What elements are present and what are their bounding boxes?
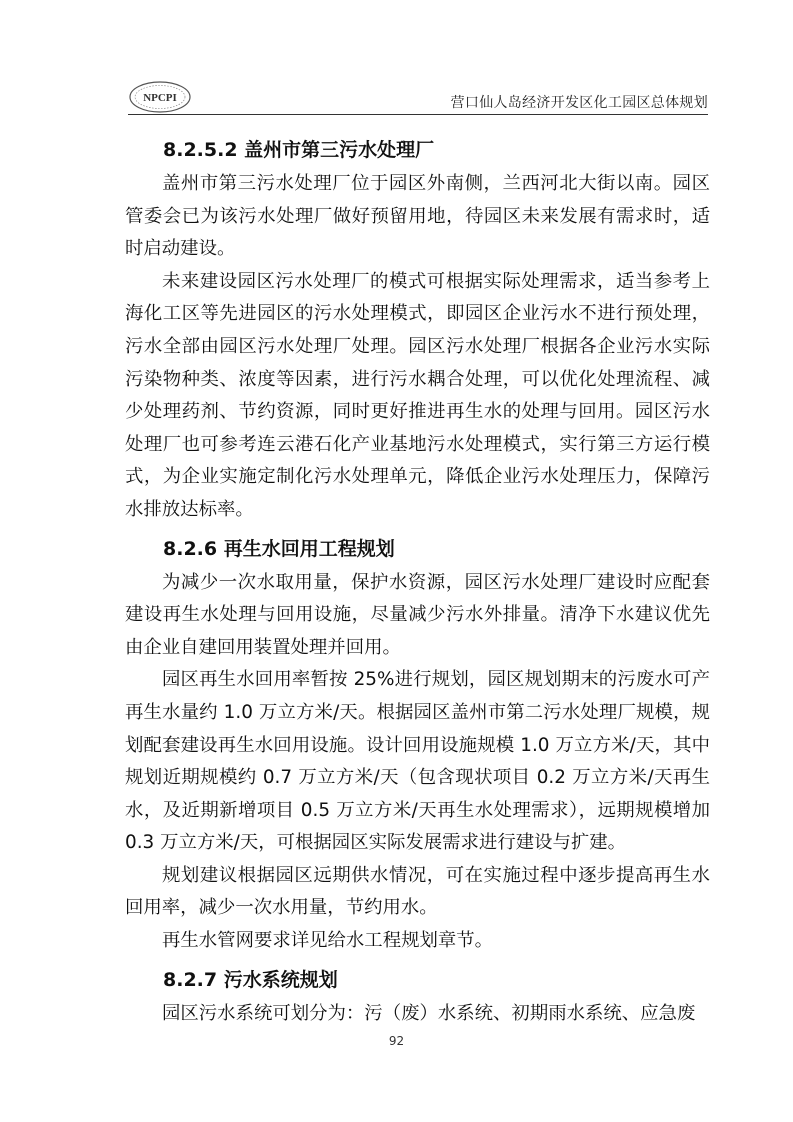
paragraph: 园区再生水回用率暂按 25%进行规划，园区规划期末的污废水可产再生水量约 1.0 万立方米/天。根据园区盖州市第二污水处理厂规模，规划配套建设再生水回用设施。设计回用设施规模 1.0 万立方米/天，其中规划近期规模约 0.7 万立方米/天（包含现状项目 0.2 万立方米/天再生水，及近期新增项目 0.5 万立方米/天再生水处理需求），远期规模增加 0.3 万立方米/天，可根据园区实际发展需求进行建设与扩建。 [125,669,710,854]
logo-text: NPCPI [143,92,177,104]
paragraph: 盖州市第三污水处理厂位于园区外南侧，兰西河北大街以南。园区管委会已为该污水处理厂做好预留用地，待园区未来发展有需求时，适时启动建设。 [125,173,710,260]
section-heading: 8.2.6 再生水回用工程规划 [163,537,395,560]
paragraph: 为减少一次水取用量，保护水资源，园区污水处理厂建设时应配套建设再生水处理与回用设施，尽量减少污水外排量。清净下水建议优先由企业自建回用装置处理并回用。 [125,571,710,658]
header-divider [128,114,708,115]
npcpi-logo-icon [128,80,192,114]
document-title: 营口仙人岛经济开发区化工园区总体规划 [450,95,708,111]
page-body [125,136,710,1030]
paragraph: 园区污水系统可划分为：污（废）水系统、初期雨水系统、应急废 [162,1002,696,1024]
paragraph: 未来建设园区污水处理厂的模式可根据实际处理需求，适当参考上海化工区等先进园区的污水处理模式，即园区企业污水不进行预处理，污水全部由园区污水处理厂处理。园区污水处理厂根据各企业污水实际污染物种类、浓度等因素，进行污水耦合处理，可以优化处理流程、减少处理药剂、节约资源，同时更好推进再生水的处理与回用。园区污水处理厂也可参考连云港石化产业基地污水处理模式，实行第三方运行模式，为企业实施定制化污水处理单元，降低企业污水处理压力，保障污水排放达标率。 [125,270,710,520]
page-number: 92 [388,1034,405,1048]
paragraph: 再生水管网要求详见给水工程规划章节。 [162,930,494,952]
section-heading: 8.2.5.2 盖州市第三污水处理厂 [163,139,435,161]
paragraph: 规划建议根据园区远期供水情况，可在实施过程中逐步提高再生水回用率，减少一次水用量，节约用水。 [125,864,710,919]
section-heading: 8.2.7 污水系统规划 [163,968,338,991]
page-header [128,80,708,114]
